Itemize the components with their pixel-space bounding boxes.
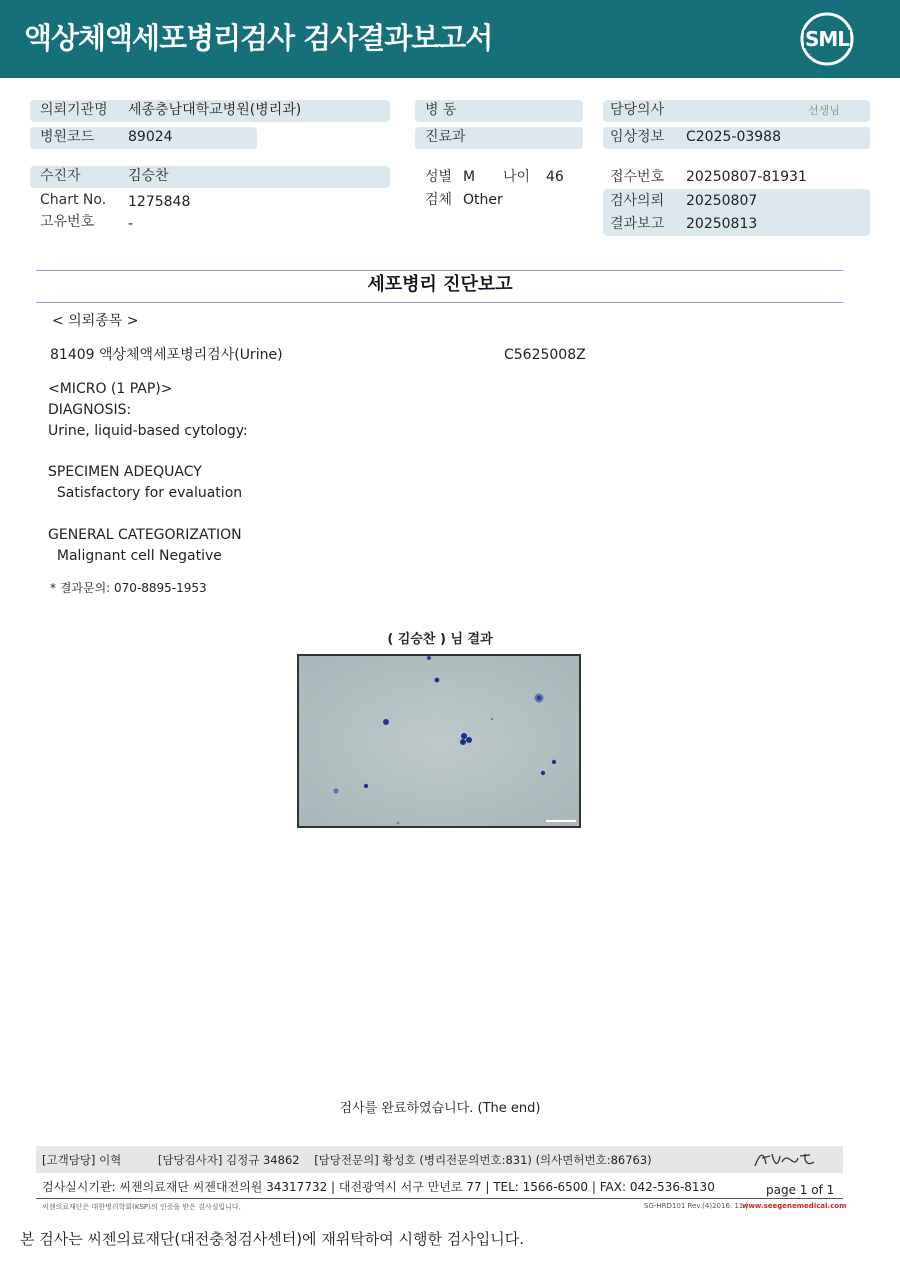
- website-link[interactable]: www.seegenemedical.com: [742, 1202, 847, 1210]
- adequacy-text: Satisfactory for evaluation: [48, 485, 243, 501]
- hospital-code-label: 병원코드: [40, 129, 95, 145]
- request-value: 20250807: [686, 193, 758, 209]
- logo-text: SML: [804, 27, 850, 51]
- receipt-label: 접수번호: [610, 169, 665, 185]
- image-caption: ( 김승찬 ) 님 결과: [387, 632, 493, 647]
- report-label: 결과보고: [610, 216, 665, 232]
- age-label: 나이: [503, 169, 531, 185]
- inquiry-note: * 결과문의: 070-8895-1953: [50, 581, 207, 595]
- micro-line: <MICRO (1 PAP)>: [48, 381, 173, 397]
- micrograph-image: [299, 656, 579, 826]
- test-code-name: 81409 액상체액세포병리검사(Urine): [50, 347, 283, 363]
- doctor-suffix: 선생님: [808, 104, 840, 117]
- clinical-value: C2025-03988: [686, 129, 781, 145]
- hospital-code-value: 89024: [128, 129, 173, 145]
- specimen-value: Other: [463, 192, 503, 208]
- end-text: 검사를 완료하였습니다. (The end): [339, 1101, 541, 1116]
- chart-value: 1275848: [128, 194, 191, 210]
- receipt-value: 20250807-81931: [686, 169, 807, 185]
- specimen-label: 검체: [425, 192, 453, 208]
- patient-bar: [30, 166, 390, 188]
- diagnosis-heading: DIAGNOSIS:: [48, 402, 132, 418]
- footer-staff-line: [고객담당] 이혁 [담당검사자] 김정규 34862 [담당전문의] 황성호 (병리전문의번호:831) (의사면허번호:86763): [42, 1153, 652, 1167]
- section-title: 세포병리 진단보고: [367, 274, 513, 295]
- patient-value: 김승찬: [128, 168, 169, 184]
- sex-value: M: [463, 169, 476, 185]
- sml-logo: [798, 10, 856, 68]
- unique-value: -: [128, 216, 134, 232]
- age-value: 46: [546, 169, 564, 185]
- diagnosis-text: Urine, liquid-based cytology:: [48, 423, 248, 439]
- ward-label: 병 동: [425, 102, 457, 118]
- doctor-label: 담당의사: [610, 102, 665, 118]
- form-code: SG-HRD101 Rev.(4)2016. 11 |: [644, 1202, 748, 1210]
- footer-rule: [36, 1198, 843, 1199]
- clinical-label: 임상정보: [610, 129, 665, 145]
- adequacy-heading: SPECIMEN ADEQUACY: [48, 464, 202, 480]
- ksp-note: 씨젠의료재단은 대한병리학회(KSP)의 인증을 받은 검사실입니다.: [42, 1203, 241, 1211]
- request-label: 검사의뢰: [610, 193, 665, 209]
- page-number: page 1 of 1: [766, 1183, 835, 1197]
- report-value: 20250813: [686, 216, 758, 232]
- department-label: 진료과: [425, 129, 466, 145]
- section-rule-bottom: [36, 302, 843, 303]
- institution-label: 의뢰기관명: [40, 102, 108, 118]
- patient-label: 수진자: [40, 168, 81, 184]
- request-items-heading: < 의뢰종목 >: [52, 313, 139, 329]
- chart-label: Chart No.: [40, 192, 107, 208]
- footer-lab-line: 검사실시기관: 씨젠의료재단 씨젠대전의원 34317732 | 대전광역시 서구 만년로 77 | TEL: 1566-6500 | FAX: 042-536-8130: [42, 1180, 715, 1194]
- categorization-heading: GENERAL CATEGORIZATION: [48, 527, 242, 543]
- signature-icon: [750, 1146, 820, 1174]
- unique-label: 고유번호: [40, 214, 95, 230]
- test-id: C5625008Z: [504, 347, 586, 363]
- cytology-micrograph: [297, 654, 581, 828]
- report-header: [0, 0, 900, 78]
- bottom-note: 본 검사는 씨젠의료재단(대전충청검사센터)에 재위탁하여 시행한 검사입니다.: [20, 1230, 524, 1248]
- institution-value: 세종충남대학교병원(병리과): [128, 102, 302, 118]
- categorization-text: Malignant cell Negative: [48, 548, 222, 564]
- sex-label: 성별: [425, 169, 453, 185]
- report-title: 액상체액세포병리검사 검사결과보고서: [24, 21, 493, 55]
